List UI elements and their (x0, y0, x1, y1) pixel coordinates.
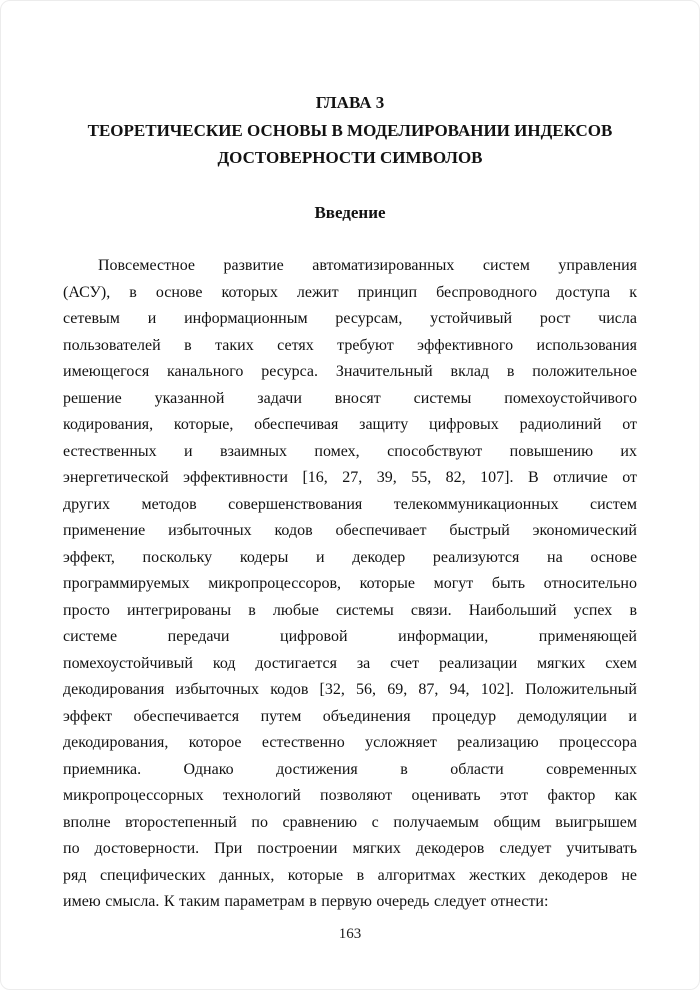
paragraph-line: по достоверности. При построении мягких декодеров следует учитывать (63, 840, 637, 857)
paragraph-line: кодирования, которые, обеспечивая защиту цифровых радиолиний от (63, 416, 637, 433)
paragraph-line: решение указанной задачи вносят системы помехоустойчивого (63, 389, 637, 407)
paragraph-line: программируемых микропроцессоров, которые могут быть относительно (63, 575, 637, 592)
paragraph-line: естественных и взаимных помех, способствуют повышению их (63, 442, 637, 460)
paragraph-line: имеющегося канального ресурса. Значительный вклад в положительное (63, 363, 637, 380)
paragraph-line: эффект, поскольку кодеры и декодер реализуются на основе (63, 548, 637, 566)
paragraph-line: применение избыточных кодов обеспечивает быстрый экономический (63, 522, 637, 539)
section-heading: Введение (314, 202, 386, 222)
paragraph-line: приемника. Однако достижения в области современных (63, 760, 637, 778)
paragraph-line: декодирования избыточных кодов [32, 56, 69, 87, 94, 102]. Положительный (63, 681, 637, 698)
intro-paragraph (63, 253, 637, 916)
page-content (63, 89, 637, 916)
paragraph-line: декодирования, которое естественно усложняет реализацию процессора (63, 734, 637, 751)
paragraph-line: просто интегрированы в любые системы связи. Наибольший успех в (63, 601, 637, 619)
page-number: 163 (338, 926, 362, 942)
paragraph-line: микропроцессорных технологий позволяют оценивать этот фактор как (63, 787, 637, 804)
paragraph-line: вполне второстепенный по сравнению с получаемым общим выигрышем (63, 813, 637, 831)
paragraph-line: (АСУ), в основе которых лежит принцип беспроводного доступа к (63, 283, 637, 301)
paragraph-line: помехоустойчивый код достигается за счет реализации мягких схем (63, 654, 637, 672)
paragraph-line: сетевым и информационным ресурсам, устойчивый рост числа (63, 310, 637, 327)
chapter-heading-line-1: ГЛАВА 3 (315, 93, 385, 112)
paragraph-line: ряд специфических данных, которые в алгоритмах жестких декодеров не (63, 866, 637, 884)
chapter-heading (63, 89, 637, 172)
paragraph-line: системе передачи цифровой информации, применяющей (63, 628, 637, 645)
paragraph-line: имею смысла. К таким параметрам в первую очередь следует отнести: (63, 893, 549, 910)
paragraph-line: энергетической эффективности [16, 27, 39, 55, 82, 107]. В отличие от (63, 469, 637, 486)
chapter-heading-line-3: ДОСТОВЕРНОСТИ СИМВОЛОВ (217, 148, 483, 167)
paragraph-line: Повсеместное развитие автоматизированных систем управления (98, 257, 637, 274)
chapter-heading-line-2: ТЕОРЕТИЧЕСКИЕ ОСНОВЫ В МОДЕЛИРОВАНИИ ИНДЕКСОВ (87, 120, 613, 140)
paragraph-line: пользователей в таких сетях требуют эффективного использования (63, 336, 637, 354)
paragraph-line: эффект обеспечивается путем объединения процедур демодуляции и (63, 707, 637, 725)
paragraph-line: других методов совершенствования телекоммуникационных систем (63, 495, 637, 513)
